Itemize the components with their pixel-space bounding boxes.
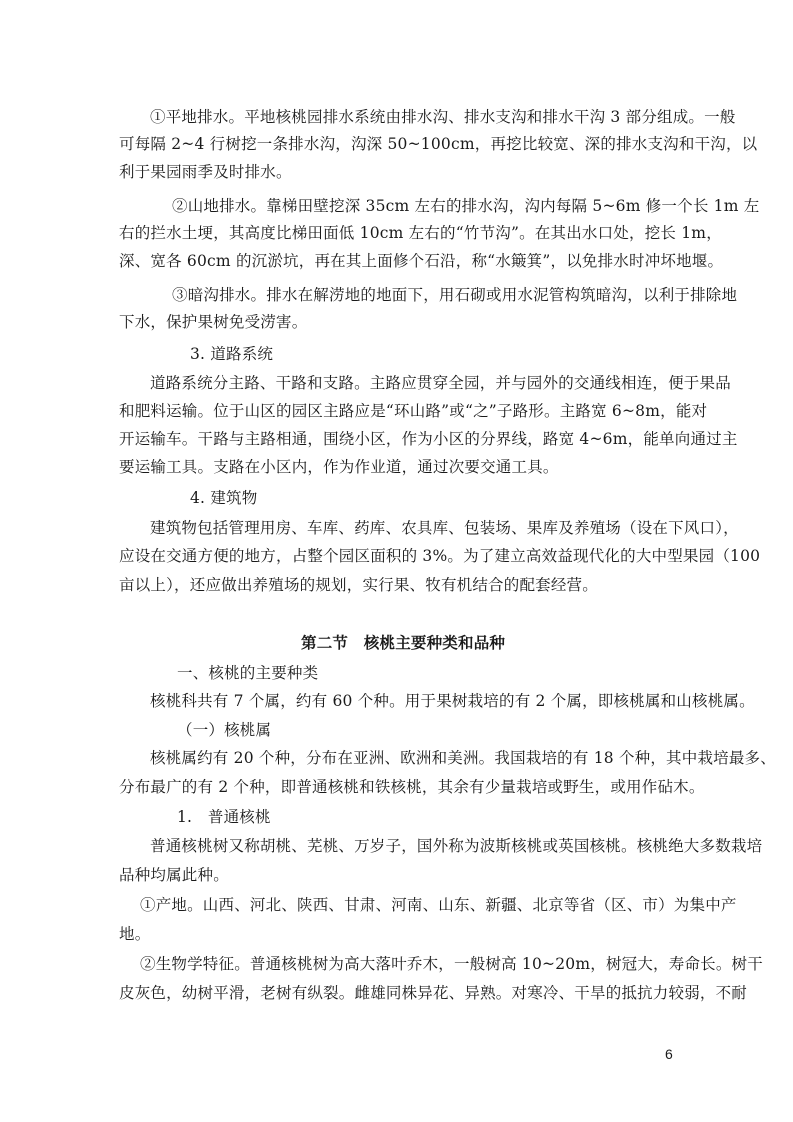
subsection-heading: 一、核桃的主要种类 bbox=[177, 664, 319, 682]
paragraph-line: 皮灰色，幼树平滑，老树有纵裂。雌雄同株异花、异熟。对寒冷、干旱的抵抗力较弱，不耐 bbox=[119, 984, 748, 1002]
paragraph-line: ①平地排水。平地核桃园排水系统由排水沟、排水支沟和排水干沟 3 部分组成。一般 bbox=[150, 108, 736, 126]
subsection-heading: 1. 普通核桃 bbox=[177, 808, 271, 826]
section-title: 第二节 核桃主要种类和品种 bbox=[301, 633, 506, 652]
paragraph-line: 道路系统分主路、干路和支路。主路应贯穿全园，并与园外的交通线相连，便于果品 bbox=[150, 374, 731, 392]
paragraph-line: 利于果园雨季及时排水。 bbox=[119, 163, 292, 181]
subsection-heading: 3. 道路系统 bbox=[190, 345, 274, 363]
paragraph-line: 右的拦水土埂，其高度比梯田面低 10cm 左右的“竹节沟”。在其出水口处，挖长 1m， bbox=[119, 224, 722, 242]
paragraph-line: 应设在交通方便的地方，占整个园区面积的 3%。为了建立高效益现代化的大中型果园（100 bbox=[119, 547, 761, 565]
paragraph-line: 普通核桃树又称胡桃、芜桃、万岁子，国外称为波斯核桃或英国核桃。核桃绝大多数栽培 bbox=[150, 837, 763, 855]
paragraph-line: 建筑物包括管理用房、车库、药库、农具库、包装场、果库及养殖场（设在下风口）， bbox=[150, 519, 739, 537]
paragraph-line: ③暗沟排水。排水在解涝地的地面下，用石砌或用水泥管构筑暗沟，以利于排除地 bbox=[172, 286, 738, 304]
paragraph-line: 可每隔 2~4 行树挖一条排水沟，沟深 50~100cm，再挖比较宽、深的排水支沟和干沟，以 bbox=[119, 135, 758, 153]
paragraph-line: 地。 bbox=[119, 925, 151, 943]
paragraph-line: 下水，保护果树免受涝害。 bbox=[119, 313, 308, 331]
paragraph-line: 分布最广的有 2 个种，即普通核桃和铁核桃，其余有少量栽培或野生，或用作砧木。 bbox=[119, 778, 705, 796]
paragraph-line: ②山地排水。靠梯田壁挖深 35cm 左右的排水沟，沟内每隔 5~6m 修一个长 1m 左 bbox=[172, 197, 760, 215]
paragraph-line: 深、宽各 60cm 的沉淤坑，再在其上面修个石沿，称“水簸箕”，以免排水时冲坏地堰。 bbox=[119, 252, 724, 270]
paragraph-line: ②生物学特征。普通核桃树为高大落叶乔木，一般树高 10~20m，树冠大，寿命长。树干 bbox=[140, 955, 763, 973]
paragraph-line: 亩以上），还应做出养殖场的规划，实行果、牧有机结合的配套经营。 bbox=[119, 576, 598, 594]
subsection-heading: （一）核桃属 bbox=[177, 721, 272, 739]
paragraph-line: 核桃属约有 20 个种，分布在亚洲、欧洲和美洲。我国栽培的有 18 个种，其中栽培最多、 bbox=[150, 749, 776, 767]
page-number: 6 bbox=[665, 1046, 673, 1062]
paragraph-line: 要运输工具。支路在小区内，作为作业道，通过次要交通工具。 bbox=[119, 458, 559, 476]
paragraph-line: 开运输车。干路与主路相通，围绕小区，作为小区的分界线，路宽 4~6m，能单向通过主 bbox=[119, 430, 738, 448]
subsection-heading: 4. 建筑物 bbox=[190, 489, 258, 507]
paragraph-line: 和肥料运输。位于山区的园区主路应是“环山路”或“之”子路形。主路宽 6~8m，能对 bbox=[119, 402, 708, 420]
paragraph-line: 品种均属此种。 bbox=[119, 866, 229, 884]
paragraph-line: 核桃科共有 7 个属，约有 60 个种。用于果树栽培的有 2 个属，即核桃属和山核桃属。 bbox=[150, 692, 755, 710]
paragraph-line: ①产地。山西、河北、陕西、甘肃、河南、山东、新疆、北京等省（区、市）为集中产 bbox=[140, 896, 737, 914]
